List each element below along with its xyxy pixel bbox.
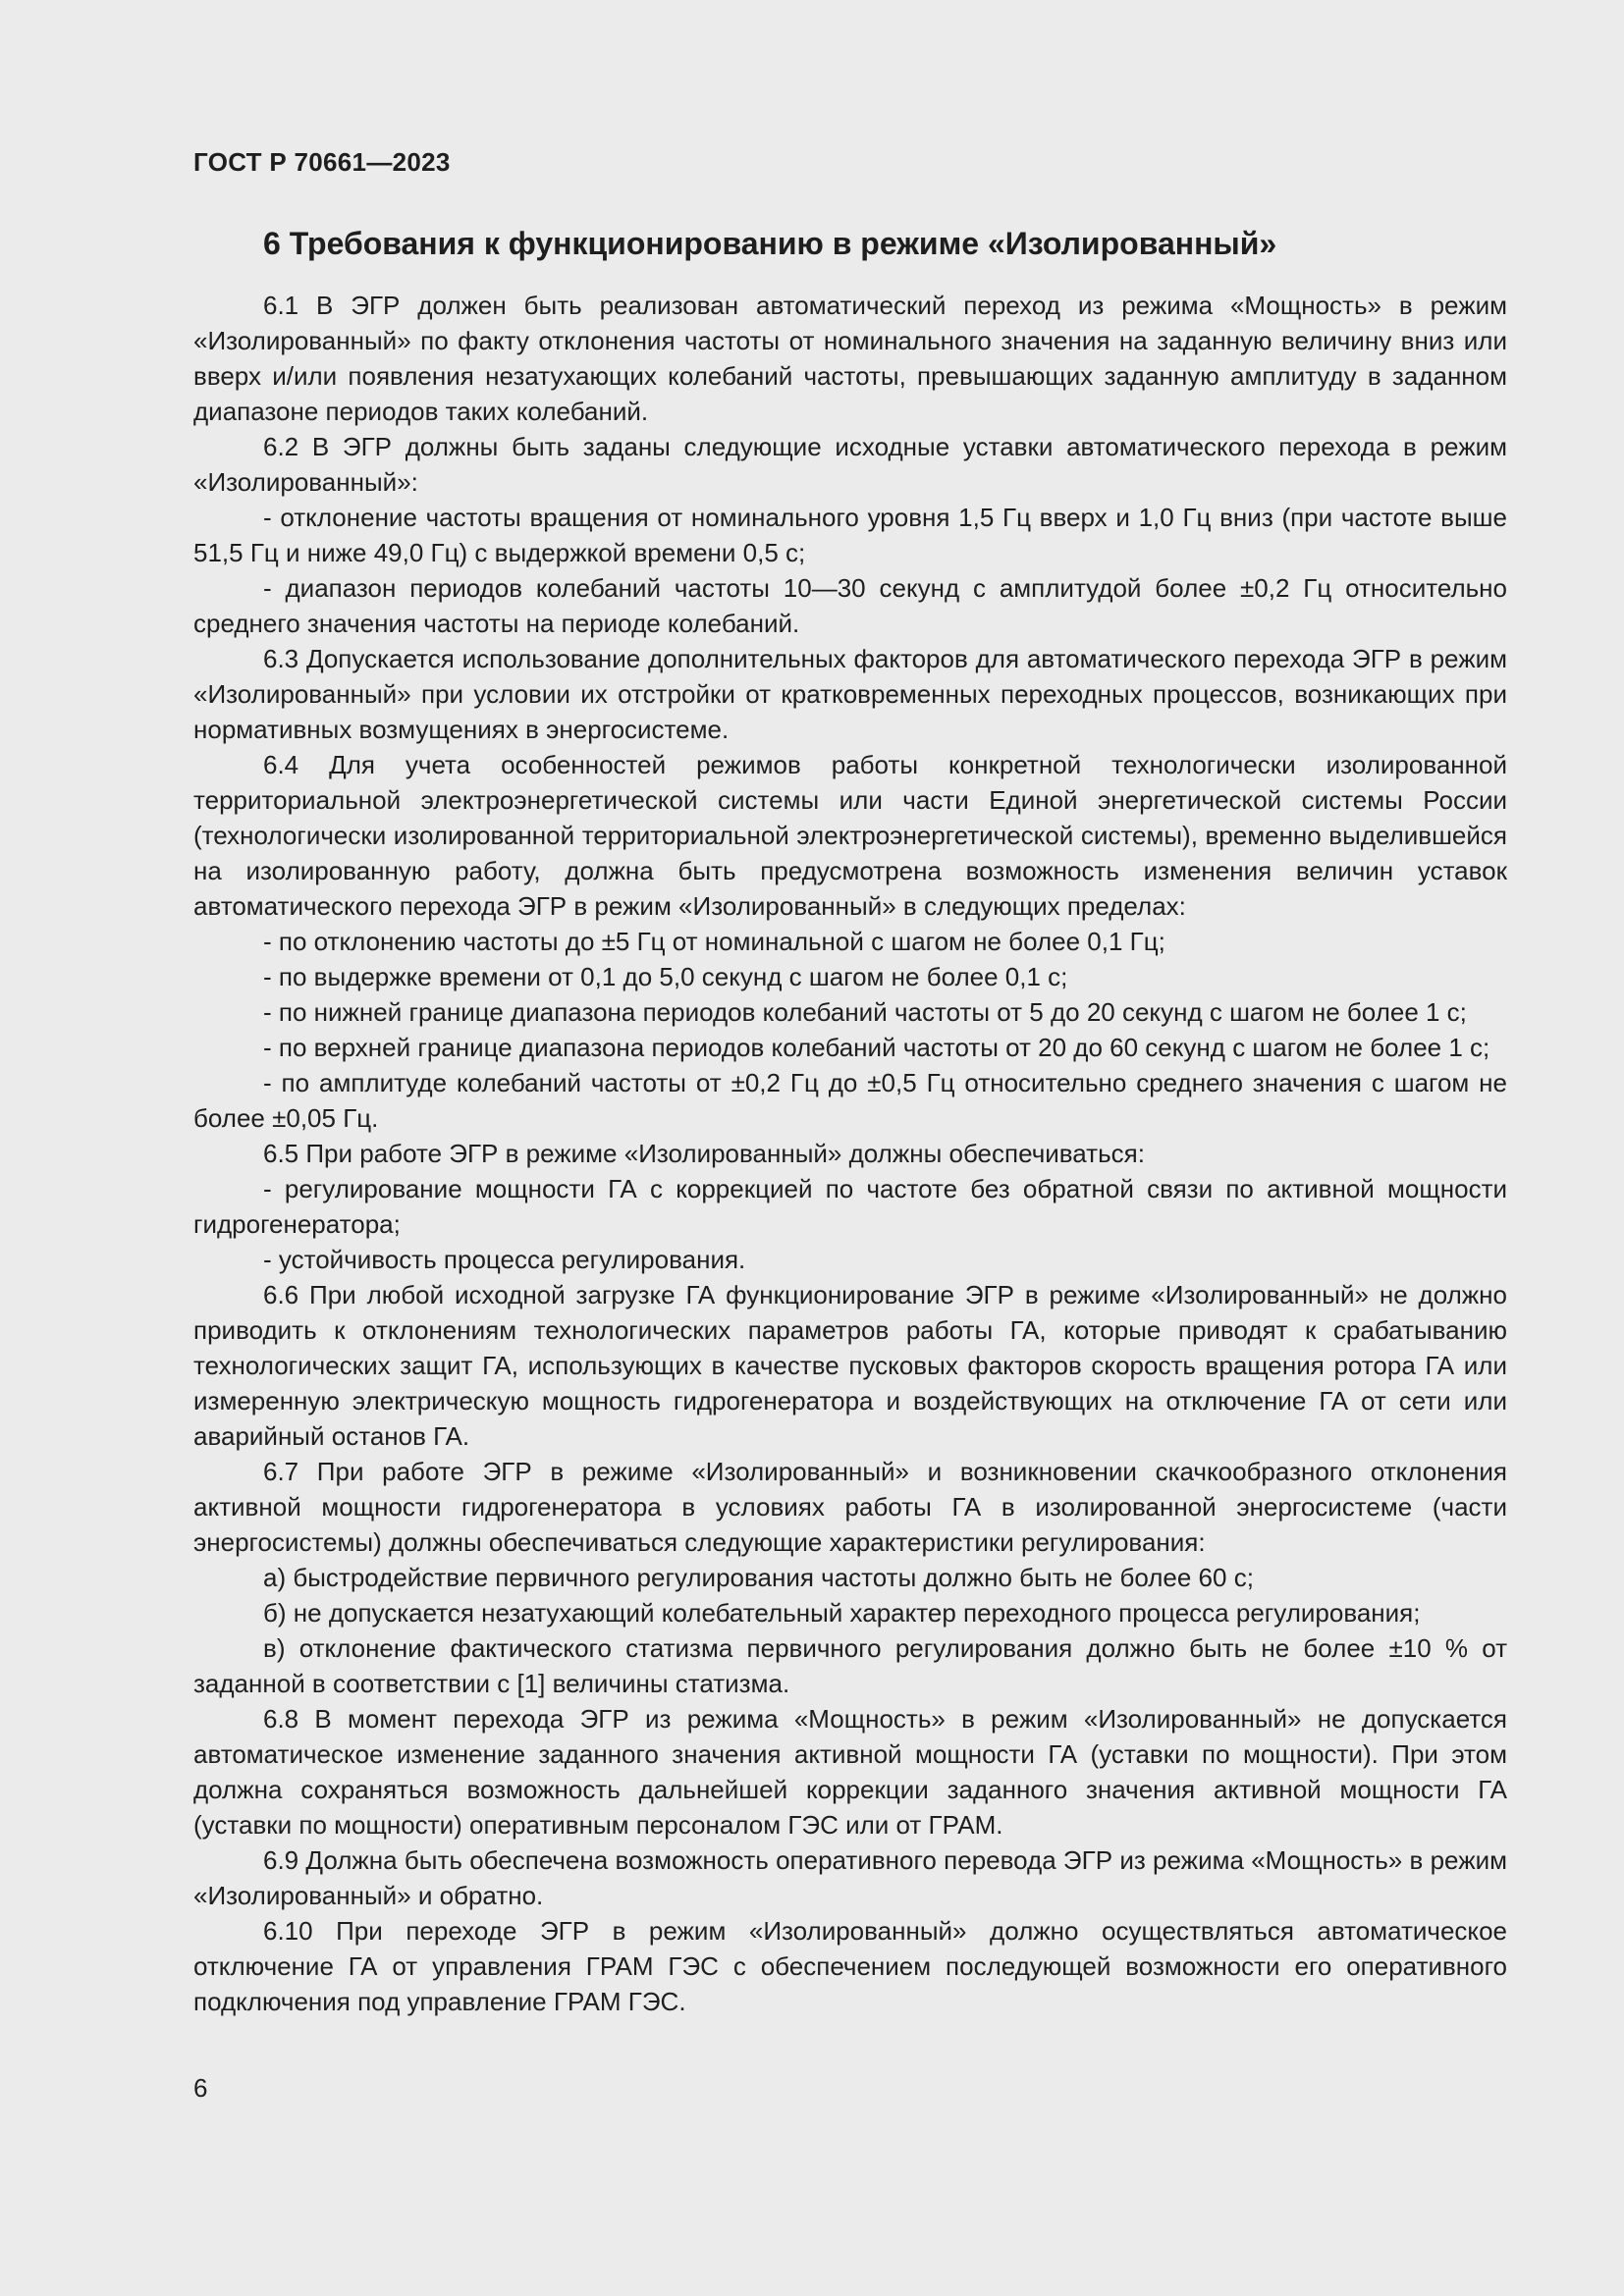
paragraph-6-1: 6.1 В ЭГР должен быть реализован автоматический переход из режима «Мощность» в режим «Изолированный» по факту отклонения частоты от номинального значения на заданную величину вниз или вверх и/или появления незатухающих колебаний частоты, превышающих заданную амплитуду в заданном диапазоне периодов таких колебаний. bbox=[193, 291, 1507, 426]
paragraph-6-9: 6.9 Должна быть обеспечена возможность оперативного перевода ЭГР из режима «Мощность» в режим «Изолированный» и обратно. bbox=[193, 1845, 1507, 1910]
list-item: - по верхней границе диапазона периодов колебаний частоты от 20 до 60 секунд с шагом не более 1 с; bbox=[263, 1033, 1490, 1062]
list-item: - устойчивость процесса регулирования. bbox=[263, 1245, 746, 1274]
list-item: - по выдержке времени от 0,1 до 5,0 секунд с шагом не более 0,1 с; bbox=[263, 962, 1068, 991]
document-standard-code: ГОСТ Р 70661—2023 bbox=[193, 147, 451, 177]
list-item: а) быстродействие первичного регулирования частоты должно быть не более 60 с; bbox=[263, 1563, 1254, 1592]
paragraph-6-10: 6.10 При переходе ЭГР в режим «Изолированный» должно осуществляться автоматическое отключение ГА от управления ГРАМ ГЭС с обеспечением последующей возможности его оперативного подключения под управление ГРАМ ГЭС. bbox=[193, 1916, 1507, 2016]
paragraph-6-3: 6.3 Допускается использование дополнительных факторов для автоматического перехода ЭГР в режим «Изолированный» при условии их отстройки от кратковременных переходных процессов, возникающих при нормативных возмущениях в энергосистеме. bbox=[193, 644, 1507, 744]
list-item: - отклонение частоты вращения от номинального уровня 1,5 Гц вверх и 1,0 Гц вниз (при частоте выше 51,5 Гц и ниже 49,0 Гц) с выдержкой времени 0,5 с; bbox=[193, 503, 1507, 567]
list-item: в) отклонение фактического статизма первичного регулирования должно быть не более ±10 % от заданной в соответствии с [1] величины статизма. bbox=[193, 1633, 1507, 1698]
paragraph-6-6: 6.6 При любой исходной загрузке ГА функционирование ЭГР в режиме «Изолированный» не должно приводить к отклонениям технологических параметров работы ГА, которые приводят к срабатыванию технологических защит ГА, использующих в качестве пусковых факторов скорость вращения ротора ГА или измеренную электрическую мощность гидрогенератора и воздействующих на отключение ГА от сети или аварийный останов ГА. bbox=[193, 1280, 1507, 1451]
list-item: - по отклонению частоты до ±5 Гц от номинальной с шагом не более 0,1 Гц; bbox=[263, 927, 1165, 956]
list-item: - по амплитуде колебаний частоты от ±0,2 Гц до ±0,5 Гц относительно среднего значения с шагом не более ±0,05 Гц. bbox=[193, 1068, 1507, 1133]
page-number: 6 bbox=[193, 2073, 208, 2103]
list-item: - по нижней границе диапазона периодов колебаний частоты от 5 до 20 секунд с шагом не более 1 с; bbox=[263, 997, 1467, 1027]
paragraph-6-7: 6.7 При работе ЭГР в режиме «Изолированный» и возникновении скачкообразного отклонения активной мощности гидрогенератора в условиях работы ГА в изолированной энергосистеме (части энергосистемы) должны обеспечиваться следующие характеристики регулирования: bbox=[193, 1457, 1507, 1557]
list-item: - регулирование мощности ГА с коррекцией по частоте без обратной связи по активной мощности гидрогенератора; bbox=[193, 1174, 1507, 1239]
paragraph-6-8: 6.8 В момент перехода ЭГР из режима «Мощность» в режим «Изолированный» не допускается автоматическое изменение заданного значения активной мощности ГА (уставки по мощности). При этом должна сохраняться возможность дальнейшей коррекции заданного значения активной мощности ГА (уставки по мощности) оперативным персоналом ГЭС или от ГРАМ. bbox=[193, 1704, 1507, 1840]
section-body bbox=[193, 288, 1507, 2019]
paragraph-6-5: 6.5 При работе ЭГР в режиме «Изолированный» должны обеспечиваться: bbox=[263, 1139, 1145, 1168]
section-title: 6 Требования к функционированию в режиме «Изолированный» bbox=[263, 226, 1277, 261]
list-item: б) не допускается незатухающий колебательный характер переходного процесса регулирования; bbox=[263, 1598, 1421, 1628]
paragraph-6-4: 6.4 Для учета особенностей режимов работы конкретной технологически изолированной территориальной электроэнергетической системы или части Единой энергетической системы России (технологически изолированной территориальной электроэнергетической системы), временно выделившейся на изолированную работу, должна быть предусмотрена возможность изменения величин уставок автоматического перехода ЭГР в режим «Изолированный» в следующих пределах: bbox=[193, 750, 1507, 921]
paragraph-6-2: 6.2 В ЭГР должны быть заданы следующие исходные уставки автоматического перехода в режим «Изолированный»: bbox=[193, 432, 1507, 497]
list-item: - диапазон периодов колебаний частоты 10—30 секунд с амплитудой более ±0,2 Гц относительно среднего значения частоты на периоде колебаний. bbox=[193, 573, 1507, 638]
